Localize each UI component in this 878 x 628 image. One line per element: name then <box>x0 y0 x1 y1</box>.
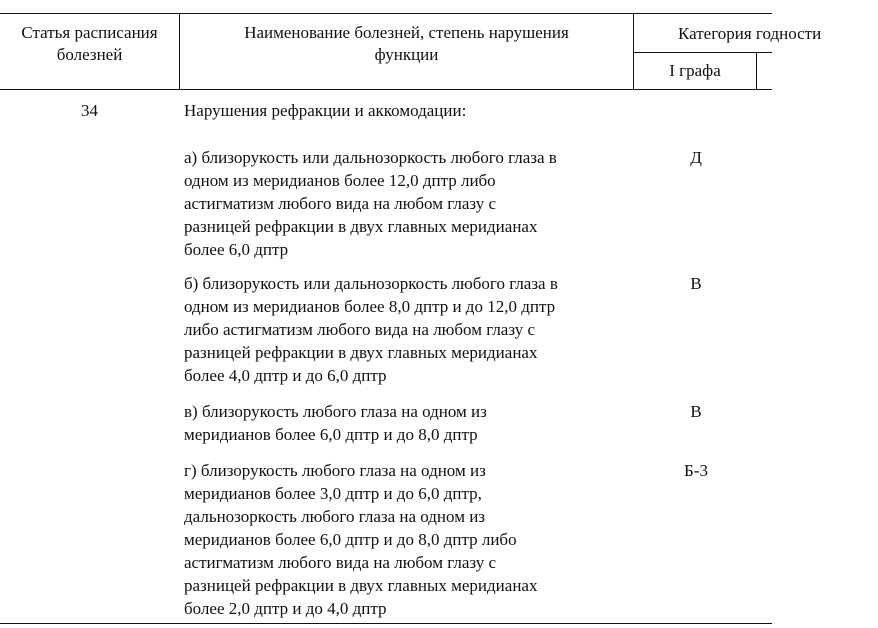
item-b-text: б) близорукость или дальнозоркость любого глаза в одном из меридианов более 8,0 дптр и до 12,0 дптр либо астигматизм любого вида на любом глазу с разницей рефракции в двух главных меридианах более 4,0 дптр и до 6,0 дптр <box>184 274 558 385</box>
header-graph-1: I графа <box>669 61 721 80</box>
table-bottom-border <box>0 623 772 624</box>
disease-title: Нарушения рефракции и аккомодации: <box>184 101 467 120</box>
item-a-text: а) близорукость или дальнозоркость любого глаза в одном из меридианов более 12,0 дптр либо астигматизм любого вида на любом глазу с разницей рефракции в двух главных меридианах более 6,0 дптр <box>184 148 557 259</box>
header-bottom-border <box>0 89 772 90</box>
category-subheader-border <box>634 52 772 53</box>
item-c-category: В <box>690 402 702 421</box>
column-divider-graph1 <box>756 52 757 90</box>
article-number: 34 <box>81 101 98 120</box>
table-top-border <box>0 13 772 14</box>
header-article: Статья расписания болезней <box>21 23 158 64</box>
item-d-category: Б-3 <box>684 461 708 480</box>
item-d-text: г) близорукость любого глаза на одном из меридианов более 3,0 дптр и до 6,0 дптр, дальнозоркость любого глаза на одном из меридианов более 6,0 дптр и до 8,0 дптр либо астигматизм любого вида на любом глазу с разницей рефракции в двух главных меридианах более 2,0 дптр и до 4,0 дптр <box>184 461 538 618</box>
header-disease-name: Наименование болезней, степень нарушения функции <box>244 23 569 64</box>
item-c-text: в) близорукость любого глаза на одном из меридианов более 6,0 дптр и до 8,0 дптр <box>184 402 487 444</box>
item-b-category: В <box>690 274 702 293</box>
item-a-category: Д <box>690 148 702 167</box>
header-category: Категория годности <box>678 24 822 43</box>
